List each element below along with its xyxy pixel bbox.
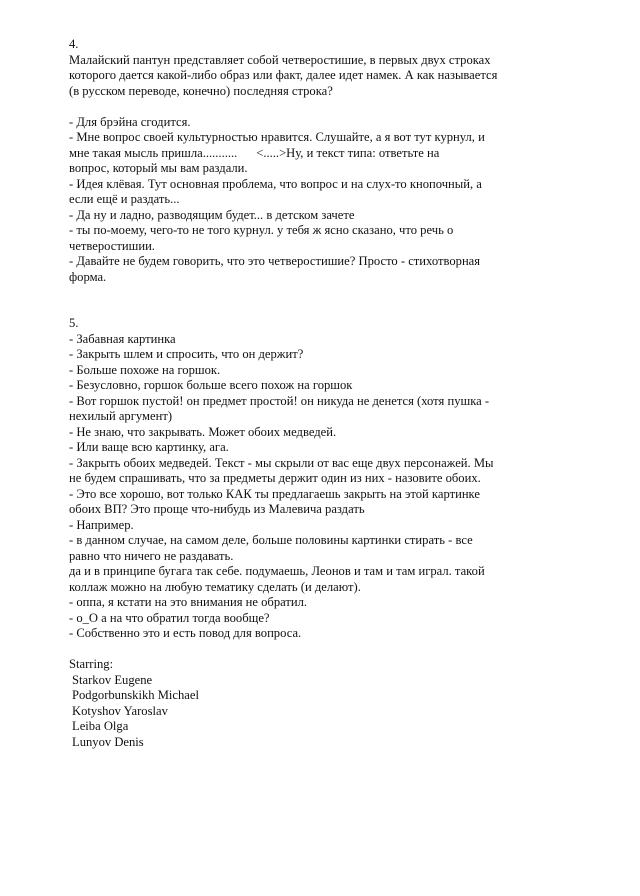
section-4-discussion-line: - Идея клёвая. Тут основная проблема, что вопрос и на слух-то кнопочный, а <box>69 176 482 191</box>
section-5-line: обоих ВП? Это проще что-нибудь из Малевича раздать <box>69 502 365 516</box>
section-5-line: - Безусловно, горшок больше всего похож на горшок <box>69 378 353 392</box>
section-5-number: 5. <box>69 316 79 330</box>
section-5-line: - Вот горшок пустой! он предмет простой! он никуда не денется (хотя пушка - <box>69 393 490 408</box>
section-4-number: 4. <box>69 37 79 51</box>
credits-name: Podgorbunskikh Michael <box>72 688 199 702</box>
section-5-line: - Забавная картинка <box>69 331 176 346</box>
section-5-line: да и в принципе бугага так себе. подумаешь, Леонов и там и там играл. такой <box>69 564 485 578</box>
section-4-question-line: которого дается какой-либо образ или факт, далее идет намек. А как называется <box>69 68 498 82</box>
section-4-discussion-line: четверостишии. <box>69 238 155 253</box>
section-4-discussion-line: вопрос, который мы вам раздали. <box>69 161 248 175</box>
section-5-line: равно что ничего не раздавать. <box>69 548 234 563</box>
credits-name: Lunyov Denis <box>72 734 144 749</box>
paragraph-gap <box>69 99 539 115</box>
section-5-line: - Например. <box>69 517 134 532</box>
section-4-discussion-line: - ты по-моему, чего-то не того курнул. у тебя ж ясно сказано, что речь о <box>69 223 454 237</box>
section-4-discussion-line: - Для брэйна сгодится. <box>69 114 191 129</box>
section-5-line: не будем спрашивать, что за предметы держит один из них - назовите обоих. <box>69 471 481 485</box>
credits-name: Leiba Olga <box>72 719 129 733</box>
section-4-discussion-line: - Мне вопрос своей культурностью нравится. Слушайте, а я вот тут курнул, и <box>69 130 485 144</box>
document-page <box>69 37 539 750</box>
section-5-line: - Закрыть шлем и спросить, что он держит? <box>69 347 304 361</box>
credits-heading: Starring: <box>69 657 114 671</box>
section-5-line: коллаж можно на любую тематику сделать (и делают). <box>69 579 361 594</box>
paragraph-gap <box>69 642 539 658</box>
section-5-line: - Не знаю, что закрывать. Может обоих медведей. <box>69 424 337 439</box>
section-4-discussion-line: - Давайте не будем говорить, что это четверостишие? Просто - стихотворная <box>69 254 481 268</box>
section-5-line: - Закрыть обоих медведей. Текст - мы скрыли от вас еще двух персонажей. Мы <box>69 455 494 470</box>
section-4-question-line: Малайский пантун представляет собой четверостишие, в первых двух строках <box>69 52 491 67</box>
section-5-line: нехилый аргумент) <box>69 409 173 423</box>
section-4-discussion-line: форма. <box>69 269 107 284</box>
section-4-discussion-line: если ещё и раздать... <box>69 192 180 206</box>
section-5-line: - Собственно это и есть повод для вопроса. <box>69 626 302 640</box>
credits-name: Starkov Eugene <box>72 672 153 687</box>
section-4-discussion-line: - Да ну и ладно, разводящим будет... в детском зачете <box>69 207 355 222</box>
section-5-line: - Больше похоже на горшок. <box>69 362 221 377</box>
section-5-line: - Это все хорошо, вот только КАК ты предлагаешь закрыть на этой картинке <box>69 486 480 501</box>
section-4-discussion-line: мне такая мысль пришла........... <.....>Ну, и текст типа: ответьте на <box>69 145 440 160</box>
section-gap <box>69 285 539 316</box>
credits-name: Kotyshov Yaroslav <box>72 703 168 718</box>
section-5-line: - о_О а на что обратил тогда вообще? <box>69 610 270 625</box>
section-5-line: - Или ваще всю картинку, ага. <box>69 440 229 454</box>
section-5-line: - оппа, я кстати на это внимания не обратил. <box>69 595 308 609</box>
section-4-question-line: (в русском переводе, конечно) последняя строка? <box>69 83 333 98</box>
section-5-line: - в данном случае, на самом деле, больше половины картинки стирать - все <box>69 533 473 547</box>
